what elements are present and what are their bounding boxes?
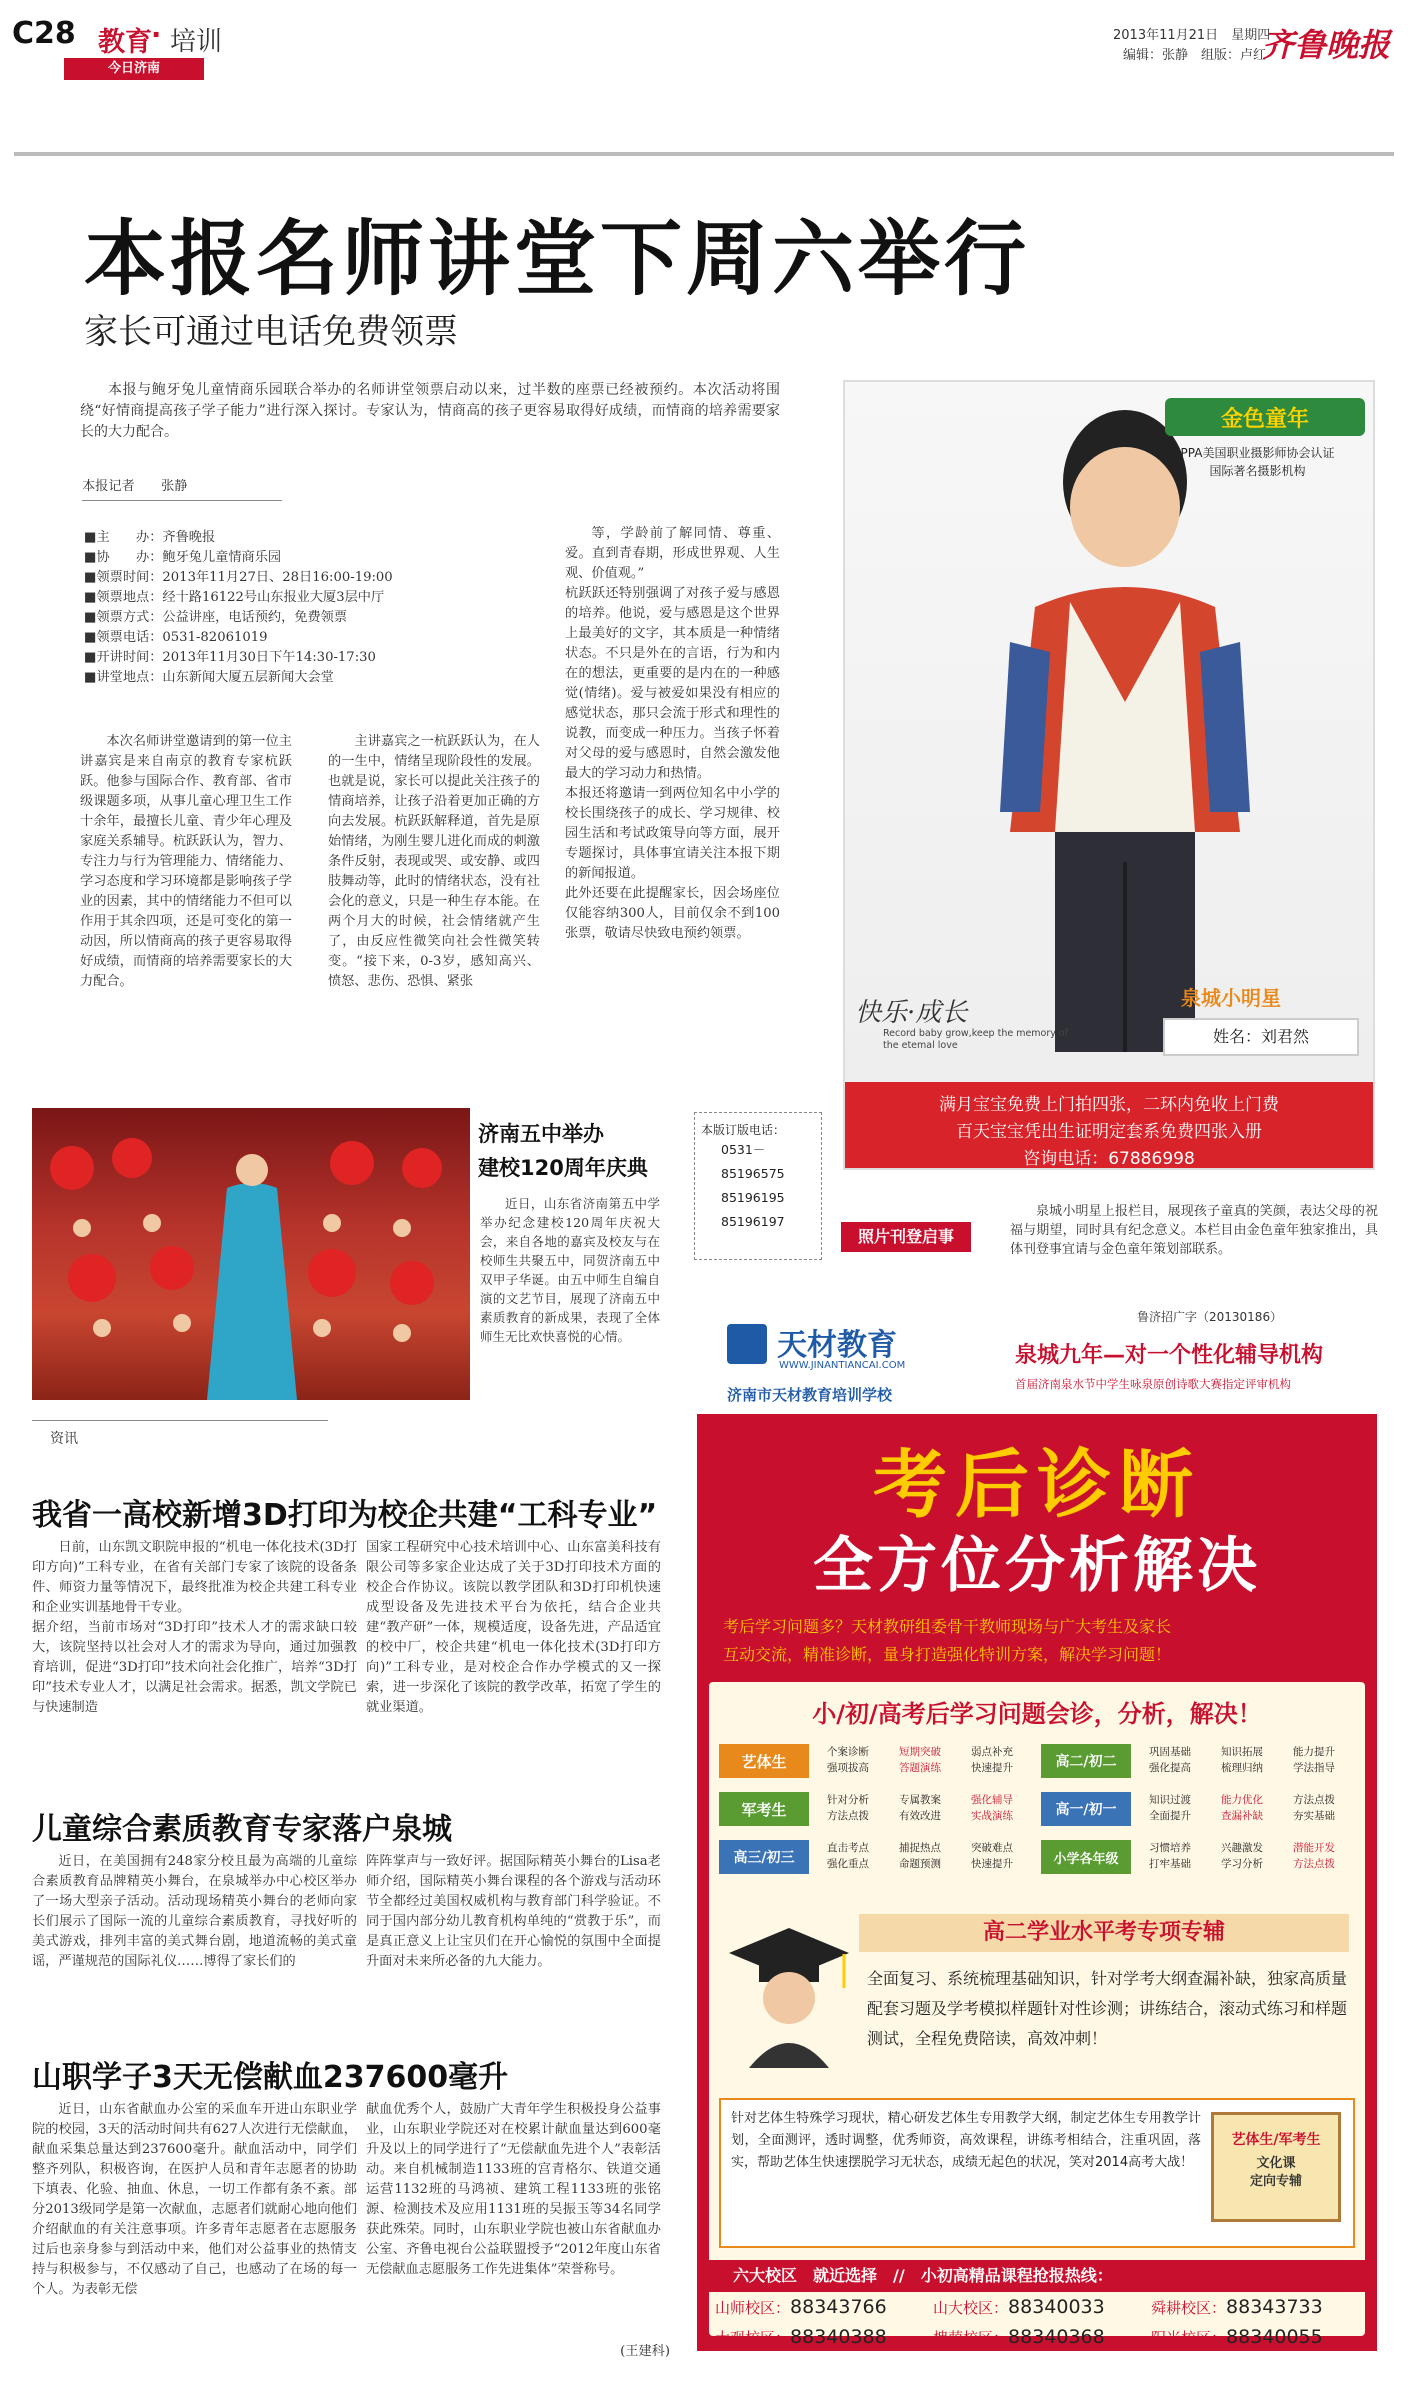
designer: 组版：卢红: [1201, 48, 1267, 63]
campus-item: 山师校区：88343766: [715, 2296, 887, 2318]
celebration-photo: [32, 1108, 470, 1400]
ad-head1: 考后诊断: [873, 1442, 1201, 1528]
ad-bullet1: 考后学习问题多？天材教研组委骨干教师现场与广大考生及家长: [723, 1617, 1172, 1636]
grid-row: [719, 1836, 1355, 1880]
offer-line1: 满月宝宝免费上门拍四张，二环内免收上门费: [939, 1095, 1279, 1115]
ad-head2: 全方位分析解决: [813, 1531, 1261, 1601]
brand-badge: [1165, 398, 1365, 436]
grid-label: 高三/初三: [719, 1840, 809, 1874]
grid-cell: 兴趣激发 学习分析: [1221, 1842, 1263, 1870]
special-body: 全面复习、系统梳理基础知识，针对学考大纲查漏补缺，独家高质量配套习题及学考模拟样题针对性诊测；讲练结合，滚动式练习和样题测试，全程免费陪读，高效冲刺！: [867, 1969, 1348, 2048]
art-body: 针对艺体生特殊学习现状，精心研发艺体生专用教学大纲，制定艺体生专用教学计划，全面测评，透时调整，优秀师资，高效课程，讲练考相结合，注重巩固，落实，帮助艺体生快速摆脱学习无状态，成绩无起色的状况，笑对2014高考大战！: [731, 2111, 1201, 2170]
brief-rule: [32, 1420, 328, 1421]
grid-cell: 潜能开发 方法点拨: [1293, 1842, 1335, 1870]
byline-name: 张静: [161, 479, 188, 494]
info-line: ■主 办：齐鲁晚报: [84, 530, 216, 545]
campus-item: 大观校区：88340388: [715, 2326, 887, 2348]
special-title: 高二学业水平考专项专辅: [859, 1914, 1349, 1952]
grid-row: [719, 1740, 1355, 1784]
ad-sub: 首届济南泉水节中学生咏泉原创诗歌大赛指定评审机构: [1015, 1377, 1291, 1391]
section-tag: 今日济南: [64, 58, 204, 80]
grid-cell: 方法点拨 夯实基础: [1293, 1794, 1335, 1822]
photo-slogan: 快乐·成长: [855, 998, 968, 1028]
star-label: 泉城小明星: [1181, 986, 1281, 1010]
campus-head: 六大校区 就近选择 // 小初高精品课程抢报热线：: [709, 2260, 1365, 2292]
photo-ad-offer: [845, 1082, 1373, 1170]
campus-item: 槐荫校区：88340368: [933, 2326, 1105, 2348]
grid-cell: 弱点补充 快速提升: [971, 1746, 1013, 1774]
grid-cell: 强化辅导 实战演练: [971, 1794, 1013, 1822]
grid-cell: 捕捉热点 命题预测: [899, 1842, 941, 1870]
grid-label: 高二/初二: [1041, 1744, 1131, 1778]
main-col1: 本次名师讲堂邀请到的第一位主讲嘉宾是来自南京的教育专家杭跃跃。他参与国际合作、教育部、省市级课题多项，从事儿童心理卫生工作十余年，最擅长儿童、青少年心理及家庭关系辅导。杭跃跃认为，智力、专注力与行为管理能力、情绪能力、学习态度和学习环境都是影响孩子学业的因素，其中的情绪能力不但可以作用于其余四项，还是可变化的第一动因，所以情商高的孩子更容易取得好成绩，而情商的培养需要家长的大力配合。: [80, 734, 292, 989]
byline-rule: [82, 500, 282, 501]
subscribe-box: [694, 1112, 822, 1260]
section-sub: 培训: [170, 27, 223, 57]
easel-board: [1211, 2112, 1341, 2222]
news1-title-2: 建校120周年庆典: [478, 1156, 648, 1180]
grid-cell: 能力提升 学法指导: [1293, 1746, 1335, 1774]
subscribe-label: 本版订版电话：: [701, 1123, 786, 1137]
ad-top-band: [697, 1296, 1377, 1414]
campus-grid: [715, 2296, 1359, 2351]
offer-phone: 咨询电话：67886998: [1023, 1149, 1195, 1169]
ad-tagline: 泉城九年—对一个性化辅导机构: [1015, 1343, 1324, 1368]
info-line: ■开讲时间：2013年11月30日下午14:30-17:30: [84, 650, 376, 665]
weekday: 星期四: [1231, 28, 1271, 43]
grid-cell: 巩固基础 强化提高: [1149, 1746, 1191, 1774]
grid-row: [719, 1788, 1355, 1832]
news2-title: 我省一高校新增3D打印为校企共建“工科专业”: [32, 1498, 658, 1533]
main-title: 本报名师讲堂下周六举行: [84, 212, 1031, 307]
brand-org: PPA美国职业摄影师协会认证: [1180, 446, 1335, 460]
grid-cell: 短期突破 答题演练: [899, 1746, 941, 1774]
subscribe-phone: 85196197: [721, 1214, 785, 1229]
grid-cell: 知识拓展 梳理归纳: [1221, 1746, 1263, 1774]
grid-label: 军考生: [719, 1792, 809, 1826]
tiancai-ad: [697, 1296, 1377, 2351]
art-tag1: 艺体生/军考生: [1231, 2132, 1321, 2148]
main-col2: 主讲嘉宾之一杭跃跃认为，在人的一生中，情绪呈现阶段性的发展。也就是说，家长可以提此关注孩子的情商培养，让孩子沿着更加正确的方向去发展。杭跃跃解释道，首先是原始情绪，为刚生婴儿进化而成的刺激条件反射，表现或哭、或安静、或四肢舞动等，此时的情绪状态，没有社会化的意义，只是一种生存本能。在两个月大的时候，社会情绪就产生了，由反应性微笑向社会性微笑转变。“接下来，0-3岁，感知高兴、愤怒、悲伤、恐惧、紧张: [328, 734, 540, 989]
brief-label: 资讯: [50, 1431, 78, 1447]
section-dot: ·: [151, 20, 162, 51]
campus-item: 阳光校区：88340055: [1151, 2326, 1323, 2348]
ad-bullet2: 互动交流，精准诊断，量身打造强化特训方案，解决学习问题！: [723, 1645, 1172, 1664]
ad-license: 鲁济招广字（20130186）: [1137, 1310, 1283, 1324]
subscribe-phone: 85196195: [721, 1190, 785, 1205]
info-line: ■领票方式：公益讲座，电话预约，免费领票: [84, 610, 348, 625]
news3-right: 阵阵掌声与一致好评。据国际精英小舞台的Lisa老师介绍，国际精英小舞台课程的各个游戏与活动环节全都经过美国权威机构与教育部门科学验证。不同于国内部分幼儿教育机构单纯的“赏教于乐”，而是真正意义上让宝贝们在开心愉悦的氛围中全面提升面对未来所必备的九大能力。: [366, 1854, 661, 1969]
news1-body: 近日，山东省济南第五中学举办纪念建校120周年庆祝大会，来自各地的嘉宾及校友与在校师生共聚五中，同贺济南五中双甲子华诞。由五中师生自编自演的文艺节目，展现了济南五中素质教育的新成果，表现了全体师生无比欢快喜悦的心情。: [480, 1196, 660, 1344]
grid-cell: 专属教案 有效改进: [899, 1794, 941, 1822]
news4-right: 献血优秀个人，鼓励广大青年学生积极投身公益事业，山东职业学院还对在校累计献血量达到600毫升及以上的同学进行了“无偿献血先进个人”表彰活动。来自机械制造1133班的宫青格尔、铁道交通运营1132班的马鸿祯、建筑工程1133班的张铭源、检测技术及应用1131班的吴振玉等34名同学获此殊荣。同时，山东职业学院也被山东省献血办公室、齐鲁电视台公益联盟授予“2012年度山东省无偿献血志愿服务工作先进集体”荣誉称号。: [366, 2102, 661, 2277]
grid-cell: 习惯培养 打牢基础: [1149, 1842, 1191, 1870]
grid-cell: 个案诊断 强项拔高: [827, 1746, 869, 1774]
subscribe-phone: 0531－: [721, 1142, 766, 1157]
ad-url: WWW.JINANTIANCAI.COM: [779, 1360, 906, 1371]
child-name: 姓名：刘君然: [1163, 1018, 1359, 1056]
section-name: 教育: [98, 27, 152, 58]
subscribe-phone: 85196575: [721, 1166, 785, 1181]
child-photo: [995, 392, 1255, 1072]
grid-cell: 能力优化 查漏补缺: [1221, 1794, 1263, 1822]
brand-name: 金色童年: [1220, 406, 1309, 432]
grid-cell: 针对分析 方法点拨: [827, 1794, 869, 1822]
main-lead: 本报与鲍牙兔儿童情商乐园联合举办的名师讲堂领票启动以来，过半数的座票已经被预约。本次活动将围绕“好情商提高孩子学子能力”进行深入探讨。专家认为，情商高的孩子更容易取得好成绩，而情商的培养需要家长的大力配合。: [80, 382, 780, 440]
ad-school: 济南市天材教育培训学校: [727, 1386, 893, 1404]
news3-left: 近日，在美国拥有248家分校且最为高端的儿童综合素质教育品牌精英小舞台，在泉城举办中心校区举办了一场大型亲子活动。活动现场精英小舞台的老师向家长们展示了国际一流的儿童综合素质教育，寻找好听的美式游戏，排列丰富的美式舞台剧，地道流畅的美式童谣，严谨规范的国际礼仪……博得了家长们的: [32, 1854, 357, 1969]
grid-label: 高一/初一: [1041, 1792, 1131, 1826]
notice-tag: 照片刊登启事: [841, 1222, 971, 1252]
ad-banner: 小/初/高考后学习问题会诊，分析，解决！: [812, 1700, 1262, 1728]
art-tag2: 文化课 定向专辅: [1249, 2156, 1302, 2189]
info-line: ■领票电话：0531-82061019: [84, 630, 268, 645]
editor: 编辑：张静: [1123, 48, 1189, 63]
grid-label: 小学各年级: [1041, 1840, 1131, 1874]
photo-slogan-en: Record baby grow,keep the memory of the etemal love: [883, 1028, 1069, 1051]
brand-logo-icon: [727, 1324, 767, 1364]
info-line: ■领票时间：2013年11月27日、28日16:00-19:00: [84, 570, 393, 585]
news1-title-1: 济南五中举办: [478, 1122, 604, 1146]
news2-right: 国家工程研究中心技术培训中心、山东富美科技有限公司等多家企业达成了关于3D打印技术方面的校企合作协议。该院以教学团队和3D打印机快速成型设备及先进技术平台为依托，结合企业共建“教产研”一体，规模适度，设备先进，产品适宜的校中厂，校企共建“机电一体化技术(3D打印方向)”工科专业，是对校企合作办学模式的又一探索，进一步深化了该院的教学改革，拓宽了学生的就业渠道。: [366, 1540, 661, 1715]
main-subtitle: 家长可通过电话免费领票: [84, 312, 458, 352]
ad-grid-panel: [709, 1682, 1365, 2348]
graduate-icon: [719, 1918, 859, 2068]
offer-line2: 百天宝宝凭出生证明定套系免费四张入册: [956, 1122, 1262, 1142]
grid-label: 艺体生: [719, 1744, 809, 1778]
byline: [82, 477, 282, 497]
info-list: [84, 528, 544, 688]
ad-brand: 天材教育: [777, 1328, 897, 1363]
header-date: [1113, 24, 1270, 43]
info-line: ■讲堂地点：山东新闻大厦五层新闻大会堂: [84, 670, 334, 685]
byline-label: 本报记者: [82, 479, 135, 494]
brand-org2: 国际著名摄影机构: [1209, 464, 1306, 478]
dancers-illustration: [32, 1108, 470, 1400]
news4-left: 近日，山东省献血办公室的采血车开进山东职业学院的校园，3天的活动时间共有627人次进行无偿献血，献血采集总量达到237600毫升。献血活动中，同学们整齐列队，积极咨询，在医护人员和青年志愿者的协助下填表、化验、抽血、休息，一切工作都有条不紊。部分2013级同学是第一次献血，志愿者们就耐心地向他们介绍献血的有关注意事项。许多青年志愿者在志愿服务过后也亲身参与到活动中来，他们对公益事业的热情支持与积极参与，不仅感动了自己，也感动了在场的每一个人。为表彰无偿: [32, 2102, 357, 2297]
info-line: ■领票地点：经十路16122号山东报业大厦3层中厅: [84, 590, 385, 605]
campus-item: 舜耕校区：88343733: [1151, 2296, 1323, 2318]
news3-title: 儿童综合素质教育专家落户泉城: [32, 1812, 452, 1847]
header-editors: [1123, 44, 1266, 63]
main-col3: 等，学龄前了解同情、尊重、爱。直到青春期，形成世界观、人生观、价值观。” 杭跃跃还特别强调了对孩子爱与感恩的培养。他说，爱与感恩是这个世界上最美好的文字，其本质是一种情绪状态。不只是外在的言语，行为和内在的想法，更重要的是内在的一种感觉(情绪)。爱与被爱如果没有相应的感觉状态，那只会流于形式和理性的说教，而变成一种压力。当孩子怀着对父母的爱与感恩时，自然会激发他最大的学习动力和热情。 本报还将邀请一到两位知名中小学的校长围绕孩子的成长、学习规律、校园生活和考试政策导向等方面，展开专题探讨，具体事宜请关注本报下期的新闻报道。 此外还要在此提醒家长，因会场座位仅能容纳300人，目前仅余不到100张票，敬请尽快致电预约领票。: [565, 526, 780, 941]
newspaper-logo: 齐鲁晚报: [1262, 26, 1391, 64]
news4-author: (王建科): [620, 2344, 670, 2359]
art-box: [719, 2098, 1355, 2248]
page-code: C28: [12, 16, 76, 51]
info-line: ■协 办：鲍牙兔儿童情商乐园: [84, 550, 282, 565]
header-rule: [14, 152, 1394, 156]
grid-cell: 突破难点 快速提升: [971, 1842, 1013, 1870]
news2-left: 日前，山东凯文职院申报的“机电一体化技术(3D打印方向)”工科专业，在省有关部门专家了该院的设备条件、师资力量等情况下，最终批准为校企共建工科专业和企业实训基地骨干专业。 据介绍，当前市场对“3D打印”技术人才的需求缺口较大，该院坚持以社会对人才的需求为导向，通过加强教育培训，促进“3D打印”技术向社会化推广，培养“3D打印”技术专业人才，以满足社会需求。据悉，凯文学院已与快速制造: [32, 1540, 357, 1715]
news4-title: 山职学子3天无偿献血237600毫升: [32, 2060, 509, 2095]
photo-ad: [843, 380, 1375, 1170]
grid-cell: 知识过渡 全面提升: [1149, 1794, 1191, 1822]
campus-item: 山大校区：88340033: [933, 2296, 1105, 2318]
notice-body: 泉城小明星上报栏目，展现孩子童真的笑颜，表达父母的祝福与期望，同时具有纪念意义。本栏目由金色童年独家推出，具体刊登事宜请与金色童年策划部联系。: [1010, 1204, 1378, 1257]
date: 2013年11月21日: [1113, 28, 1219, 43]
grid-cell: 直击考点 强化重点: [827, 1842, 869, 1870]
